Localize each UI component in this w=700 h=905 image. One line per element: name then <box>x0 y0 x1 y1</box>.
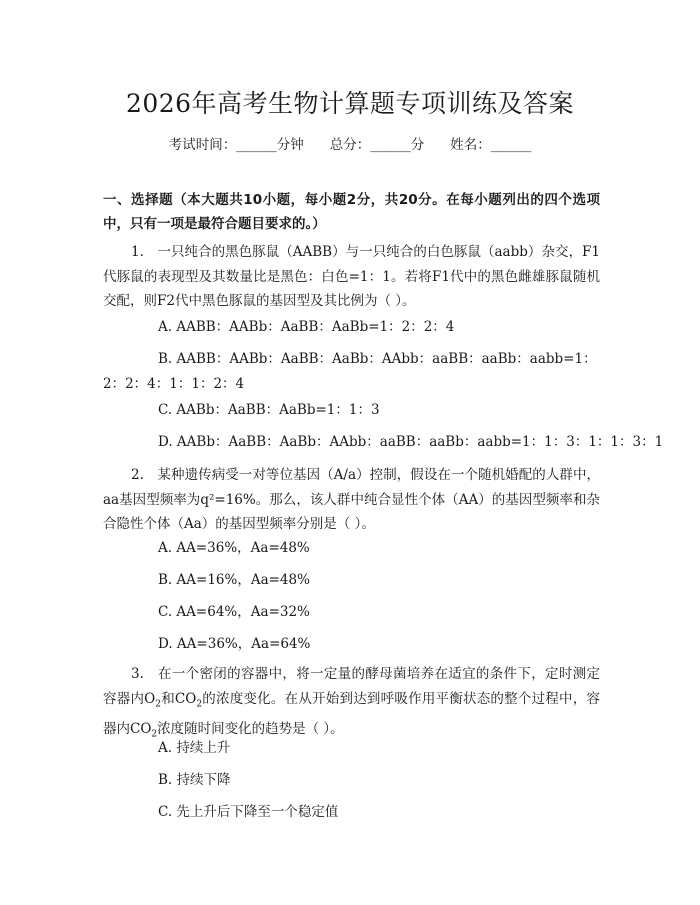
question-1-option-a: A. AABB：AABb：AaBB：AaBb=1：2：2：4 <box>158 319 455 335</box>
question-2-stem: 2. 某种遗传病受一对等位基因（A/a）控制，假设在一个随机婚配的人群中，aa基因型频率为q²=16%。那么，该人群中纯合显性个体（AA）的基因型频率和杂合隐性个体（Aa）的基因型频率分别是（ ）。 <box>103 467 600 532</box>
total-score-field: 总分：______分 <box>329 137 425 153</box>
question-2-option-d: D. AA=36%，Aa=64% <box>158 636 311 652</box>
document-title: 2026年高考生物计算题专项训练及答案 <box>125 89 575 118</box>
question-1-option-c: C. AABb：AaBB：AaBb=1：1：3 <box>158 402 380 418</box>
exam-info-line <box>0 133 700 153</box>
question-3-option-c: C. 先上升后下降至一个稳定值 <box>158 804 339 820</box>
question-1-stem: 1. 一只纯合的黑色豚鼠（AABB）与一只纯合的白色豚鼠（aabb）杂交，F1代豚鼠的表现型及其数量比是黑色：白色=1：1。若将F1代中的黑色雌雄豚鼠随机交配，则F2代中黑色豚鼠的基因型及其比例为（ ）。 <box>103 244 600 309</box>
question-1-option-b: B. AABB：AABb：AaBB：AaBb：AAbb：aaBB：aaBb：aabb=1：2：2：4：1：1：2：4 <box>103 351 597 392</box>
question-2-option-b: B. AA=16%，Aa=48% <box>158 572 310 588</box>
question-3-stem: 3. 在一个密闭的容器中，将一定量的酵母菌培养在适宜的条件下，定时测定容器内$O_2$和$CO_2$的浓度变化。在从开始到达到呼吸作用平衡状态的整个过程中，容器内$CO_2$浓度随时间变化的趋势是（ ）。 <box>103 666 600 740</box>
section-heading: 一、选择题（本大题共10小题，每小题2分，共20分。在每小题列出的四个选项中，只有一项是最符合题目要求的。） <box>103 192 600 232</box>
question-3-option-a: A. 持续上升 <box>158 740 231 756</box>
question-2-option-c: C. AA=64%，Aa=32% <box>158 604 310 620</box>
question-2-option-a: A. AA=36%，Aa=48% <box>158 540 310 556</box>
question-3-option-b: B. 持续下降 <box>158 772 231 788</box>
student-name-field: 姓名：______ <box>450 137 532 153</box>
question-1-option-d: D. AABb：AaBB：AaBb：AAbb：aaBB：aaBb：aabb=1：1：3：1：1：3：1 <box>158 434 664 450</box>
exam-time-field: 考试时间：______分钟 <box>168 137 304 153</box>
